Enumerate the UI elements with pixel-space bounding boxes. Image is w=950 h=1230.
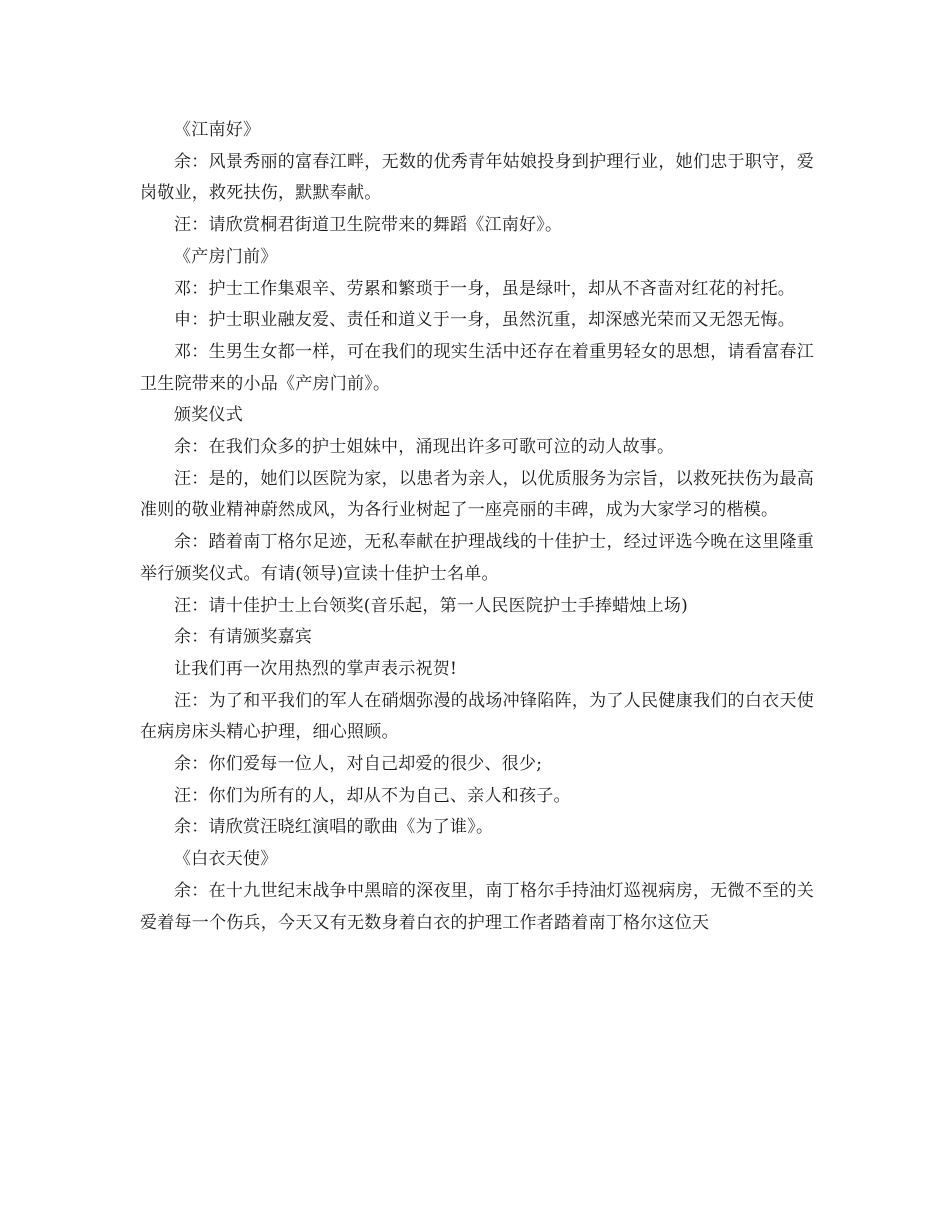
dialogue-paragraph: 余：在我们众多的护士姐妹中，涌现出许多可歌可泣的动人故事。 <box>174 437 675 458</box>
dialogue-paragraph: 余：在十九世纪末战争中黑暗的深夜里，南丁格尔手持油灯巡视病房，无微不至的关爱着每一个伤兵，今天又有无数身着白衣的护理工作者踏着南丁格尔这位天 <box>140 880 814 933</box>
section-heading-chanfang-menqian: 《产房门前》 <box>174 246 278 267</box>
dialogue-paragraph: 汪：请欣赏桐君街道卫生院带来的舞蹈《江南好》。 <box>174 215 563 236</box>
dialogue-paragraph: 汪：为了和平我们的军人在硝烟弥漫的战场冲锋陷阵，为了人民健康我们的白衣天使在病房床头精心护理，细心照顾。 <box>140 690 814 743</box>
section-heading-award-ceremony: 颁奖仪式 <box>174 405 243 426</box>
dialogue-paragraph: 邓：护士工作集艰辛、劳累和繁琐于一身，虽是绿叶，却从不吝啬对红花的衬托。 <box>174 278 795 299</box>
dialogue-paragraph: 余：有请颁奖嘉宾 <box>174 627 312 648</box>
dialogue-paragraph: 余：风景秀丽的富春江畔，无数的优秀青年姑娘投身到护理行业，她们忠于职守，爱岗敬业，救死扶伤，默默奉献。 <box>140 151 814 204</box>
dialogue-paragraph: 余：你们爱每一位人，对自己却爱的很少、很少; <box>174 754 543 775</box>
section-heading-jiangnan-hao: 《江南好》 <box>174 120 261 140</box>
dialogue-paragraph: 汪：请十佳护士上台领奖(音乐起，第一人民医院护士手捧蜡烛上场) <box>174 595 689 616</box>
dialogue-paragraph: 申：护士职业融友爱、责任和道义于一身，虽然沉重，却深感光荣而又无怨无悔。 <box>174 310 795 331</box>
dialogue-paragraph: 余：请欣赏汪晓红演唱的歌曲《为了谁》。 <box>174 817 494 838</box>
section-heading-baiyi-tianshi: 《白衣天使》 <box>174 849 278 870</box>
document-body <box>140 115 814 939</box>
dialogue-paragraph: 汪：是的，她们以医院为家，以患者为亲人，以优质服务为宗旨，以救死扶伤为最高准则的敬业精神蔚然成风，为各行业树起了一座亮丽的丰碑，成为大家学习的楷模。 <box>140 468 814 521</box>
dialogue-paragraph: 余：踏着南丁格尔足迹，无私奉献在护理战线的十佳护士，经过评选今晚在这里隆重举行颁奖仪式。有请(领导)宣读十佳护士名单。 <box>140 532 814 584</box>
dialogue-paragraph: 邓：生男生女都一样，可在我们的现实生活中还存在着重男轻女的思想，请看富春江卫生院带来的小品《产房门前》。 <box>140 341 814 394</box>
dialogue-paragraph: 汪：你们为所有的人，却从不为自己、亲人和孩子。 <box>174 785 571 806</box>
body-paragraph: 让我们再一次用热烈的掌声表示祝贺! <box>174 658 458 679</box>
